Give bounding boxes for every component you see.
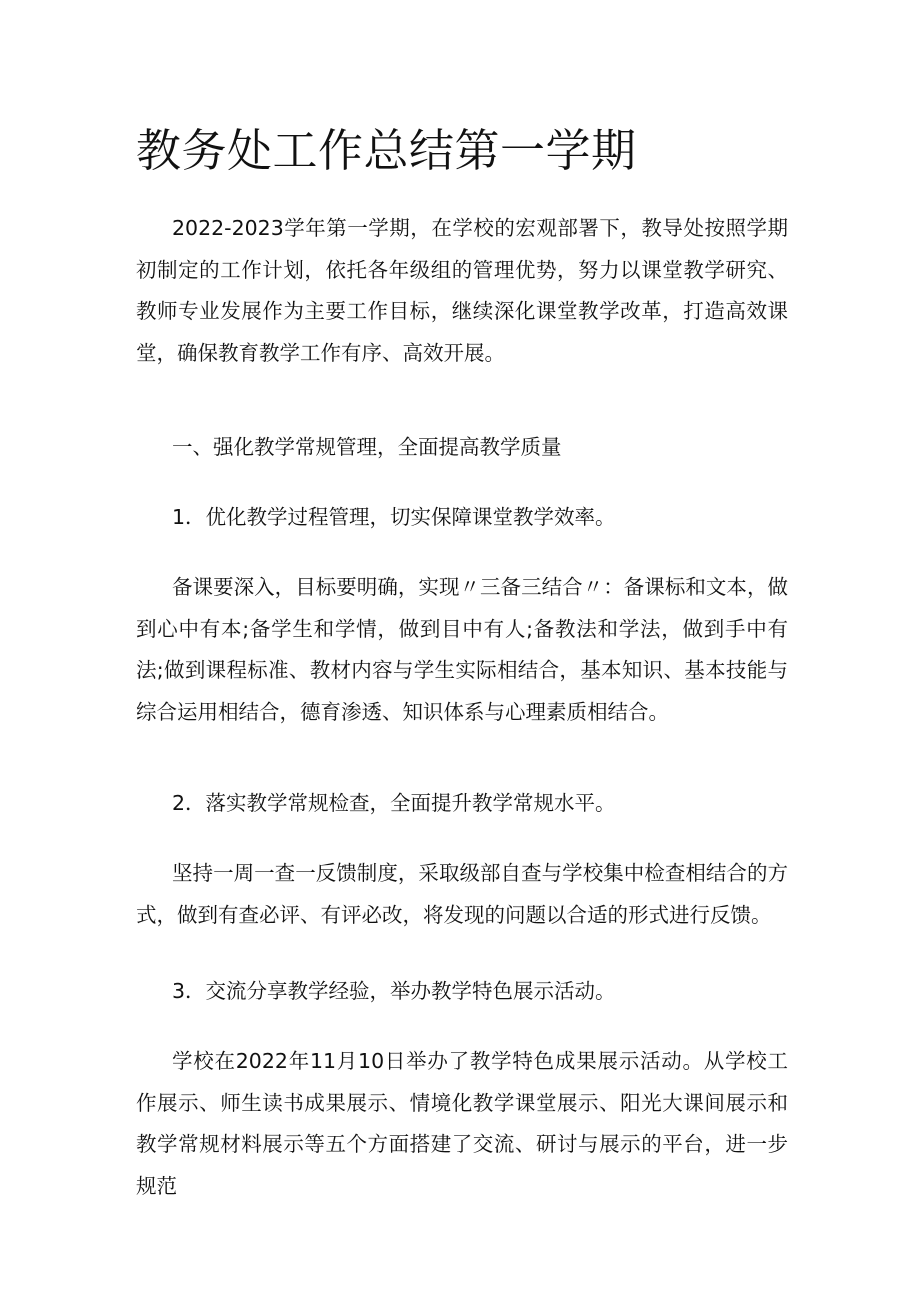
- item-2-paragraph: 坚持一周一查一反馈制度，采取级部自查与学校集中检查相结合的方式，做到有查必评、有评必改，将发现的问题以合适的形式进行反馈。: [136, 861, 788, 927]
- item-1-paragraph: 备课要深入，目标要明确，实现〃三备三结合〃：备课标和文本，做到心中有本;备学生和学情，做到目中有人;备教法和学法，做到手中有法;做到课程标准、教材内容与学生实际相结合，基本知识、基本技能与综合运用相结合，德育渗透、知识体系与心理素质相结合。: [136, 575, 788, 724]
- item-3-paragraph: 学校在2022年11月10日举办了教学特色成果展示活动。从学校工作展示、师生读书成果展示、情境化教学课堂展示、阳光大课间展示和教学常规材料展示等五个方面搭建了交流、研讨与展示的平台，进一步规范: [136, 1049, 788, 1198]
- item-2-heading: 2．落实教学常规检查，全面提升教学常规水平。: [172, 791, 616, 815]
- item-3-heading: 3．交流分享教学经验，举办教学特色展示活动。: [172, 979, 616, 1003]
- item-1-heading: 1．优化教学过程管理，切实保障课堂教学效率。: [172, 505, 616, 529]
- document-title: 教务处工作总结第一学期: [136, 124, 637, 177]
- intro-paragraph: 2022-2023学年第一学期，在学校的宏观部署下，教导处按照学期初制定的工作计划，依托各年级组的管理优势，努力以课堂教学研究、教师专业发展作为主要工作目标，继续深化课堂教学改革，打造高效课堂，确保教育教学工作有序、高效开展。: [136, 216, 788, 365]
- section-1-heading: 一、强化教学常规管理，全面提高教学质量: [172, 435, 562, 459]
